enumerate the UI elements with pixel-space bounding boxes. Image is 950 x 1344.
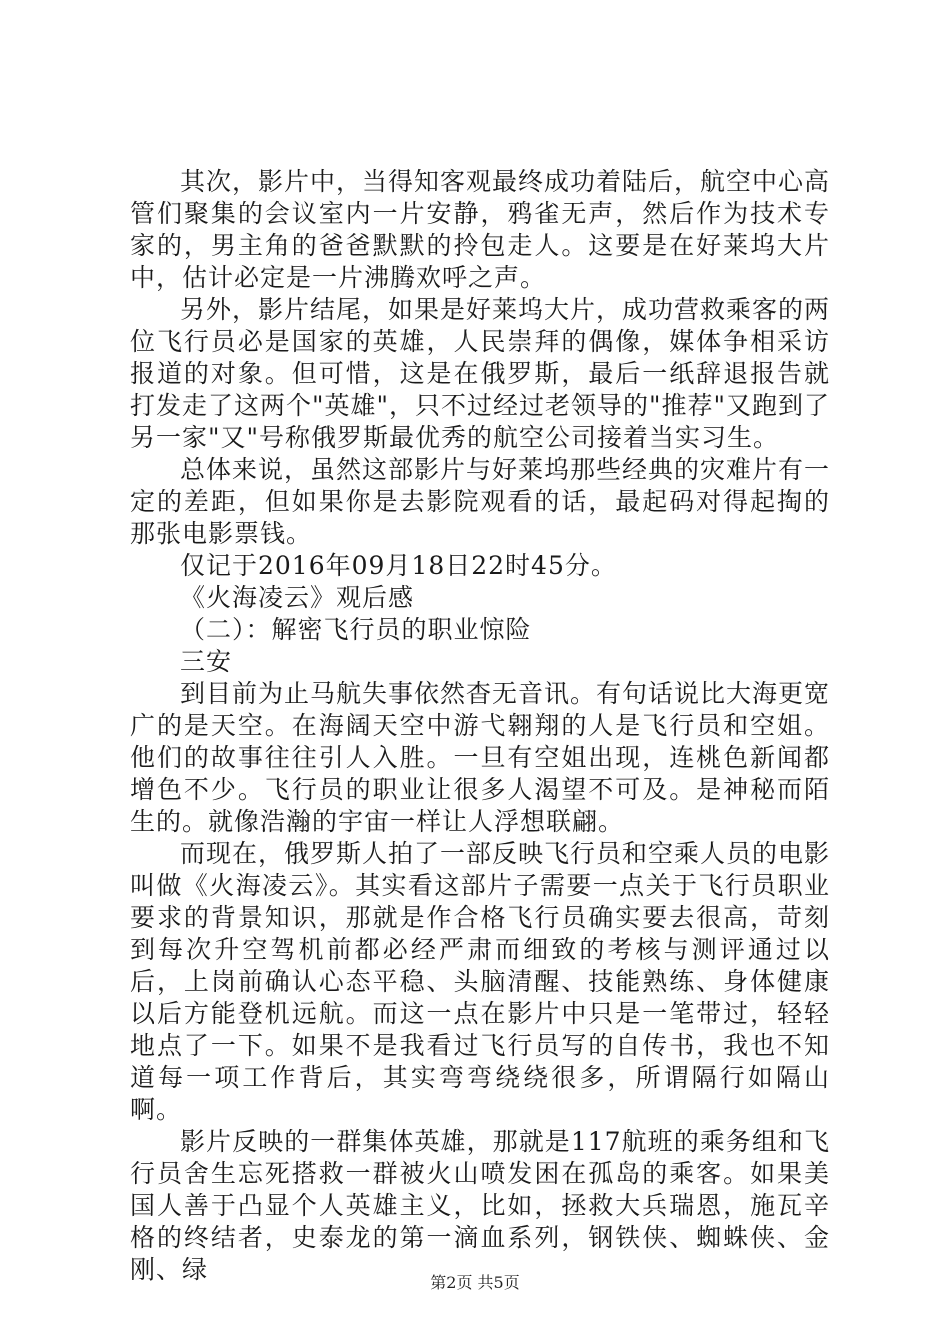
paragraph-6: 影片反映的一群集体英雄，那就是117航班的乘务组和飞行员舍生忘死搭救一群被火山喷发困在孤岛的乘客。如果美国人善于凸显个人英雄主义，比如，拯救大兵瑞恩，施瓦辛格的终结者，史泰龙的第一滴血系列，钢铁侠、蜘蛛侠、金刚、绿 <box>130 1127 830 1284</box>
date-note: 仅记于2016年09月18日22时45分。 <box>180 551 617 580</box>
article-author: 三安 <box>180 647 233 676</box>
article-subtitle: （二）：解密飞行员的职业惊险 <box>180 615 532 644</box>
page-number-footer: 第2页 共5页 <box>430 1273 520 1292</box>
paragraph-2: 另外，影片结尾，如果是好莱坞大片，成功营救乘客的两位飞行员必是国家的英雄，人民崇拜的偶像，媒体争相采访报道的对象。但可惜，这是在俄罗斯，最后一纸辞退报告就打发走了这两个"英雄"，只不过经过老领导的"推荐"又跑到了另一家"又"号称俄罗斯最优秀的航空公司接着当实习生。 <box>130 295 831 452</box>
article-title: 《火海凌云》观后感 <box>180 583 415 612</box>
paragraph-3: 总体来说，虽然这部影片与好莱坞那些经典的灾难片有一定的差距，但如果你是去影院观看的话，最起码对得起掏的那张电影票钱。 <box>130 455 831 548</box>
paragraph-5: 而现在，俄罗斯人拍了一部反映飞行员和空乘人员的电影叫做《火海凌云》。其实看这部片子需要一点关于飞行员职业要求的背景知识，那就是作合格飞行员确实要去很高，苛刻到每次升空驾机前都必经严肃而细致的考核与测评通过以后，上岗前确认心态平稳、头脑清醒、技能熟练、身体健康以后方能登机远航。而这一点在影片中只是一笔带过，轻轻地点了一下。如果不是我看过飞行员写的自传书，我也不知道每一项工作背后，其实弯弯绕绕很多，所谓隔行如隔山啊。 <box>130 839 831 1124</box>
paragraph-4: 到目前为止马航失事依然杳无音讯。有句话说比大海更宽广的是天空。在海阔天空中游弋翱翔的人是飞行员和空姐。他们的故事往往引人入胜。一旦有空姐出现，连桃色新闻都增色不少。飞行员的职业让很多人渴望不可及。是神秘而陌生的。就像浩瀚的宇宙一样让人浮想联翩。 <box>130 679 831 836</box>
paragraph-1: 其次，影片中，当得知客观最终成功着陆后，航空中心高管们聚集的会议室内一片安静，鸦雀无声，然后作为技术专家的，男主角的爸爸默默的拎包走人。这要是在好莱坞大片中，估计必定是一片沸腾欢呼之声。 <box>130 167 831 292</box>
document-body <box>130 166 830 1286</box>
